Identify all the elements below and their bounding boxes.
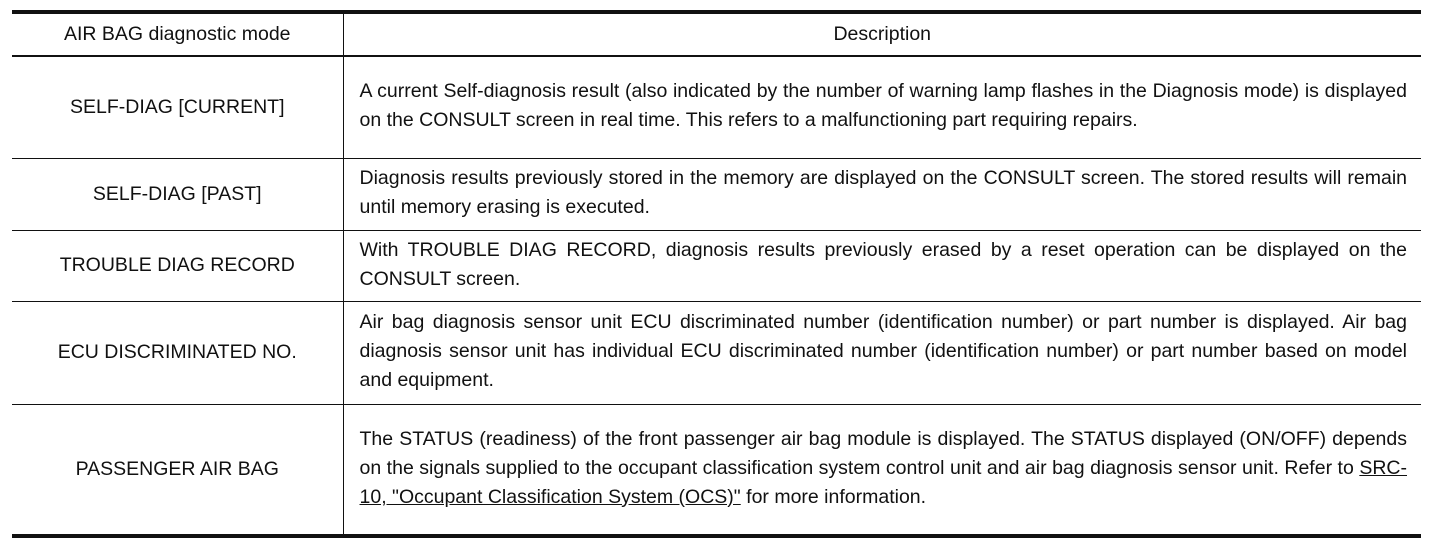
table-row (12, 158, 1421, 230)
table-row (12, 301, 1421, 404)
column-header-description: Description (343, 12, 1421, 56)
description-text: A current Self-diagnosis result (also indicated by the number of warning lamp flashes in the Diagnosis mode) is displayed on the CONSULT screen in real time. This refers to a malfunctioning part requiring repairs. (359, 80, 1407, 132)
table-row (12, 230, 1421, 301)
table-header-row (12, 12, 1421, 56)
mode-cell: SELF-DIAG [PAST] (12, 158, 343, 230)
description-text: Diagnosis results previously stored in the memory are displayed on the CONSULT screen. The stored results will remain until memory erasing is executed. (359, 167, 1407, 218)
description-cell (343, 158, 1421, 230)
description-text-before-link: The STATUS (readiness) of the front passenger air bag module is displayed. The STATUS displayed (ON/OFF) depends on the signals supplied to the occupant classification system control unit and air bag diagnosis sensor unit. Refer to (359, 427, 1407, 479)
mode-cell: ECU DISCRIMINATED NO. (12, 301, 343, 404)
description-cell (343, 404, 1421, 536)
air-bag-diagnostic-mode-table (12, 10, 1421, 538)
description-text: With TROUBLE DIAG RECORD, diagnosis results previously erased by a reset operation can be displayed on the CONSULT screen. (359, 238, 1407, 290)
table-row (12, 404, 1421, 536)
mode-cell: TROUBLE DIAG RECORD (12, 230, 343, 301)
description-text (360, 422, 1408, 517)
description-text: Air bag diagnosis sensor unit ECU discriminated number (identification number) or part number is displayed. Air bag diagnosis sensor unit has individual ECU discriminated number (identification number) or part number based on model and equipment. (359, 311, 1407, 391)
mode-cell: PASSENGER AIR BAG (12, 404, 343, 536)
description-cell (343, 56, 1421, 158)
src-10-reference-link[interactable]: SRC-10, "Occupant Classification System (OCS)" (359, 456, 1407, 508)
mode-cell: SELF-DIAG [CURRENT] (12, 56, 343, 158)
description-cell (343, 230, 1421, 301)
description-text-after-link: for more information. (740, 485, 927, 508)
description-cell (343, 301, 1421, 404)
column-header-mode: AIR BAG diagnostic mode (12, 12, 343, 56)
table-row (12, 56, 1421, 158)
